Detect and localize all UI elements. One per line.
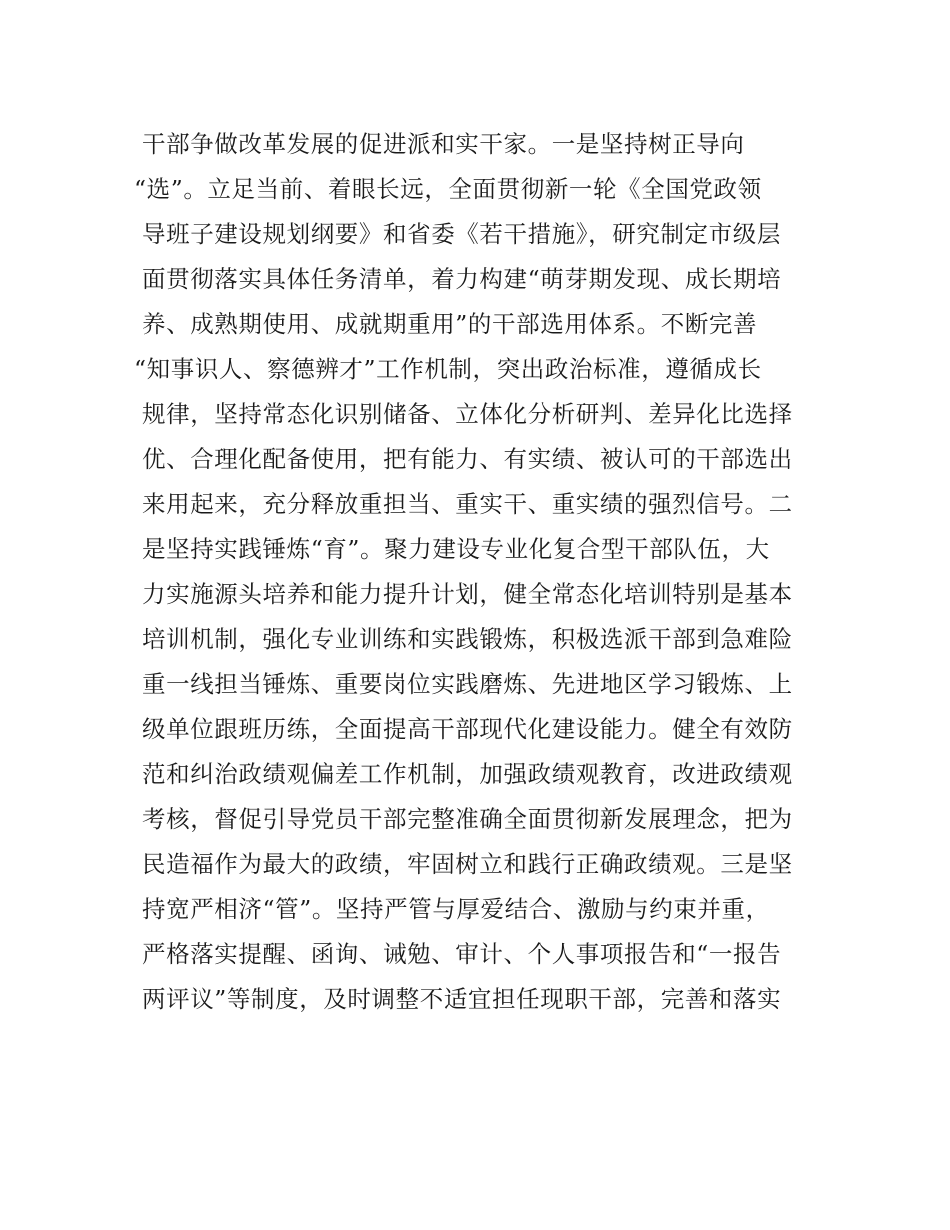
text-line: “知事识人、察德辨才”工作机制，突出政治标准，遵循成长 xyxy=(134,355,762,383)
text-line: 考核，督促引导党员干部完整准确全面贯彻新发展理念，把为 xyxy=(142,805,793,833)
text-line: 两评议”等制度，及时调整不适宜担任现职干部，完善和落实 xyxy=(142,985,782,1013)
text-line: 面贯彻落实具体任务清单，着力构建“萌芽期发现、成长期培 xyxy=(142,265,782,293)
text-line: 干部争做改革发展的促进派和实干家。一是坚持树正导向 xyxy=(142,130,745,158)
text-line: 是坚持实践锤炼“育”。聚力建设专业化复合型干部队伍，大 xyxy=(142,535,770,563)
text-line: “选”。立足当前、着眼长远，全面贯彻新一轮《全国党政领 xyxy=(134,175,762,203)
text-line: 来用起来，充分释放重担当、重实干、重实绩的强烈信号。二 xyxy=(142,490,793,518)
body-text xyxy=(134,122,842,1022)
text-line: 持宽严相济“管”。坚持严管与厚爱结合、激励与约束并重， xyxy=(142,895,770,923)
text-line: 级单位跟班历练，全面提高干部现代化建设能力。健全有效防 xyxy=(142,715,793,743)
text-line: 养、成熟期使用、成就期重用”的干部选用体系。不断完善 xyxy=(142,310,758,338)
text-line: 规律，坚持常态化识别储备、立体化分析研判、差异化比选择 xyxy=(142,400,793,428)
text-line: 重一线担当锤炼、重要岗位实践磨炼、先进地区学习锻炼、上 xyxy=(142,670,793,698)
text-line: 优、合理化配备使用，把有能力、有实绩、被认可的干部选出 xyxy=(142,445,793,473)
text-line: 民造福作为最大的政绩，牢固树立和践行正确政绩观。三是坚 xyxy=(142,850,793,878)
text-line: 导班子建设规划纲要》和省委《若干措施》，研究制定市级层 xyxy=(142,220,781,248)
text-line: 范和纠治政绩观偏差工作机制，加强政绩观教育，改进政绩观 xyxy=(142,760,793,788)
text-line: 培训机制，强化专业训练和实践锻炼，积极选派干部到急难险 xyxy=(142,625,793,653)
text-line: 严格落实提醒、函询、诫勉、审计、个人事项报告和“一报告 xyxy=(142,940,782,968)
text-line: 力实施源头培养和能力提升计划，健全常态化培训特别是基本 xyxy=(142,580,793,608)
